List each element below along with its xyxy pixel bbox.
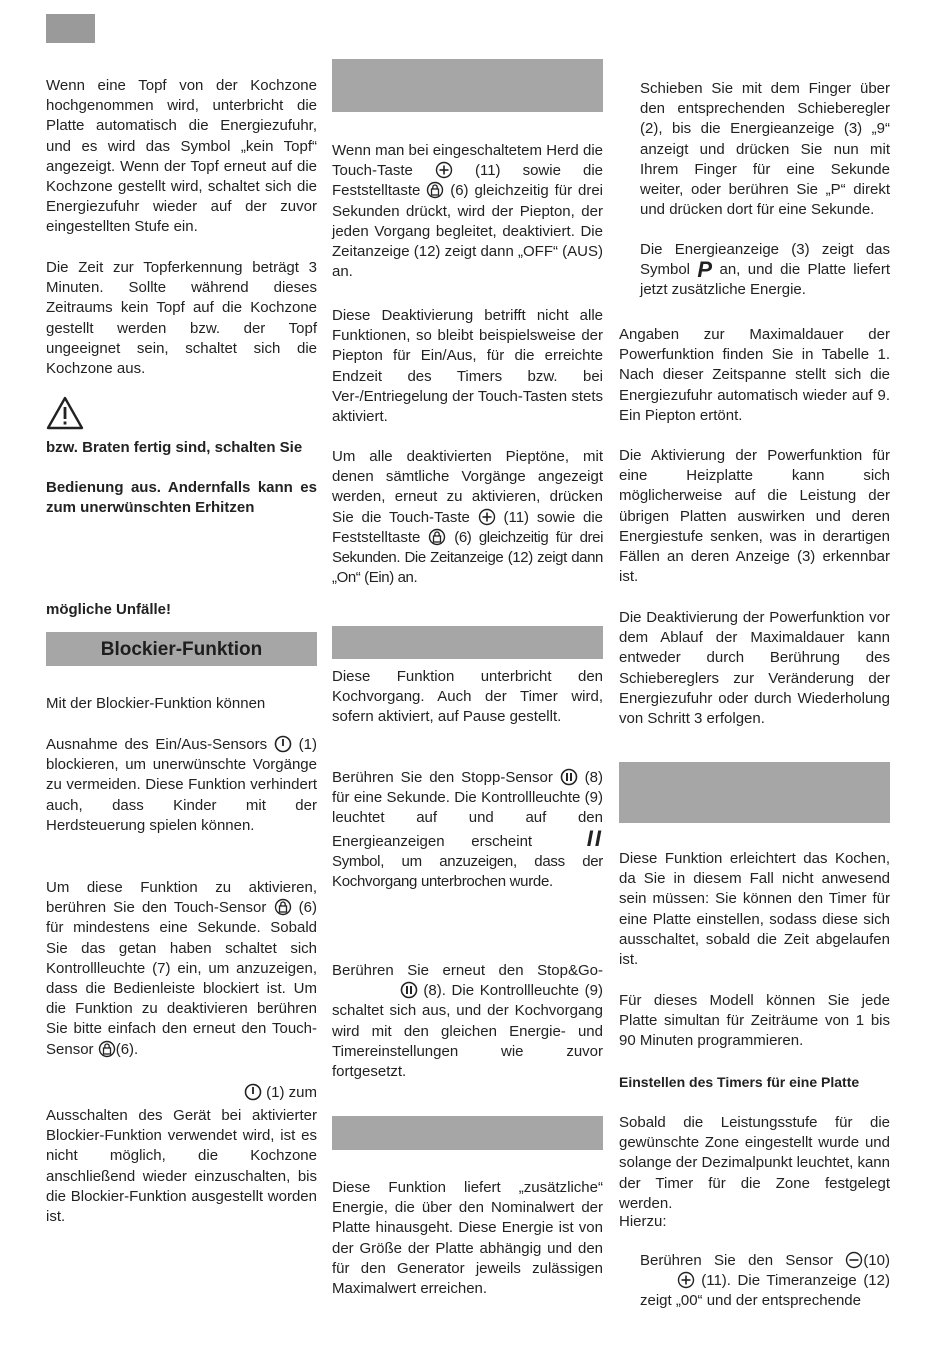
text-span: (10) <box>863 1252 890 1269</box>
text-span: an, und die Platte liefert jetzt zusätzliche Energie. <box>640 261 890 299</box>
section-marker <box>46 14 95 43</box>
text-span: Berühren Sie den Sensor <box>640 1252 833 1269</box>
section-header <box>332 59 603 112</box>
paragraph: Diese Funktion erleichtert das Kochen, da Sie in diesem Fall nicht anwesend sein müssen: Sie können den Timer für eine Platte einstellen, sodass diese sich ausschaltet, sobald die Zeit abgelaufen ist. <box>619 850 890 969</box>
paragraph <box>332 961 603 1082</box>
paragraph <box>46 878 317 1060</box>
paragraph <box>332 768 603 892</box>
warning-text: mögliche Unfälle! <box>46 601 172 618</box>
instruction-step: Schieben Sie mit dem Finger über den entsprechenden Schieberegler (2), bis die Energieanzeige (3) „9“ anzeigt und drücken Sie nun mit Ihrem Finger für eine Sekunde weiter, oder berühren Sie „P“ direkt und drücken dort für eine Sekunde. <box>640 80 890 219</box>
power-p-symbol: P <box>697 257 713 283</box>
pause-display-symbol: II <box>586 825 603 851</box>
lock-icon <box>426 181 444 199</box>
text-span: Um diese Funktion zu aktivieren, berühren Sie den Touch-Sensor <box>46 879 317 917</box>
text-span: Die Energieanzeige (3) zeigt das Symbol <box>640 241 890 279</box>
paragraph: Die Deaktivierung der Powerfunktion vor dem Ablauf der Maximaldauer kann entweder durch Berührung des Schiebereglers zur Veränderung der Energiezufuhr oder durch Wiederholung von Schritt 3 erfolgen. <box>619 609 890 728</box>
power-icon <box>244 1083 262 1101</box>
plus-icon <box>478 508 496 526</box>
text-span: (1) blockieren, um unerwünschte Vorgänge zu vermeiden. Diese Funktion verhindert auch, dass Kinder mit der Herdsteuerung spielen können. <box>46 736 318 834</box>
paragraph: Die Zeit zur Topferkennung beträgt 3 Minuten. Sollte während dieses Zeitraums kein Topf auf die Kochzone gestellt werden bzw. der Topf ungeeignet sein, schaltet sich die Kochzone aus. <box>46 259 317 378</box>
text-span: (8). Die Kontrollleuchte (9) schaltet sich aus, und der Kochvorgang wird mit den gleichen Energie- und Timereinstellungen wie zuvor fortgesetzt. <box>332 982 603 1081</box>
subheading: Einstellen des Timers für eine Platte <box>619 1074 860 1090</box>
section-header-blockier <box>46 632 317 666</box>
section-title: Blockier-Funktion <box>100 639 263 660</box>
section-header <box>332 626 603 659</box>
text-span: Ausnahme des Ein/Aus-Sensors <box>46 736 268 753</box>
pause-icon <box>400 981 418 999</box>
text-span: Wenn man bei eingeschaltetem Herd die Touch-Taste <box>332 142 603 180</box>
instruction-step <box>619 1251 890 1312</box>
paragraph: Mit der Blockier-Funktion können <box>46 695 266 712</box>
paragraph <box>332 447 603 588</box>
paragraph: Diese Deaktivierung betrifft nicht alle Funktionen, so bleibt beispielsweise der Piepton für Ein/Aus, für die erreichte Endzeit des Timers bzw. bei Ver-/Entriegelung der Touch-Tasten stets aktiviert. <box>332 307 603 426</box>
warning-text: Bedienung aus. Andernfalls kann es zum unerwünschten Erhitzen <box>46 479 317 517</box>
warning-icon <box>46 396 84 430</box>
lock-icon <box>428 528 446 546</box>
text-span: Symbol, um anzuzeigen, dass der Kochvorgang unterbrochen wurde. <box>332 852 603 891</box>
pause-icon <box>560 768 578 786</box>
section-header <box>332 1116 603 1150</box>
text-span: Berühren Sie den Stopp-Sensor <box>332 769 553 786</box>
paragraph: Wenn eine Topf von der Kochzone hochgenommen wird, unterbricht die Platte automatisch die Energiezufuhr, und es wird das Symbol „kein Topf“ angezeigt. Wenn der Topf erneut auf die Kochzone gestellt wird, schaltet sich die Energiezufuhr wieder auf der zuvor eingestellten Stufe ein. <box>46 77 317 236</box>
text-span: (1) zum <box>266 1084 317 1101</box>
text-span: (8) für eine Sekunde. Die Kontrollleuchte (9) leuchtet auf und auf den Energieanzeigen erscheint <box>332 769 603 850</box>
text-span: (6) gleichzeitig für drei Sekunden drückt, wird der Piepton, der jeden Vorgang begleitet, deaktiviert. Die Zeitanzeige (12) zeigt dann „OFF“ (AUS) an. <box>332 182 604 281</box>
minus-icon <box>845 1251 863 1269</box>
paragraph <box>46 1083 317 1103</box>
text-span: (11) sowie die Feststelltaste <box>332 508 603 546</box>
lock-icon <box>98 1040 116 1058</box>
section-header <box>619 762 890 823</box>
text-span: (6) für mindestens eine Sekunde. Sobald Sie das getan haben schaltet sich Kontrollleuchte (7) ein, um anzuzeigen, dass die Bedienleiste blockiert ist. Um die Funktion zu deaktivieren berühren Sie bitte einfach den erneut den Touch-Sensor <box>46 899 317 1058</box>
text-span: Berühren Sie erneut den Stop&Go- <box>332 962 603 979</box>
paragraph: Sobald die Leistungsstufe für die gewünschte Zone eingestellt wurde und solange der Dezimalpunkt leuchtet, kann der Timer für die Zone festgelegt werden. <box>619 1114 890 1212</box>
paragraph <box>332 141 603 282</box>
paragraph: Ausschalten des Gerät bei aktivierter Blockier-Funktion verwendet wird, ist es nicht möglich, die Kochzone anschließend wieder einzuschalten, bis die Blockier-Funktion ausgestellt worden ist. <box>46 1107 317 1226</box>
text-span: (11) sowie die Feststelltaste <box>332 162 603 200</box>
paragraph: Für dieses Modell können Sie jede Platte simultan für Zeiträume von 1 bis 90 Minuten programmieren. <box>619 992 890 1050</box>
text-span: Um alle deaktivierten Pieptöne, mit denen sämtliche Vorgänge angezeigt werden, erneut zu aktivieren, drücken Sie die Touch-Taste <box>332 448 603 526</box>
paragraph: Hierzu: <box>619 1213 667 1230</box>
text-span: (6). <box>115 1040 139 1058</box>
paragraph: Diese Funktion liefert „zusätzliche“ Energie, die über den Nominalwert der Platte hinausgeht. Diese Energie ist von der Größe der Platte abhängig und den für den Generator jeweils zulässigen Maximalwert erreichen. <box>332 1179 603 1298</box>
instruction-step <box>619 240 890 301</box>
lock-icon <box>274 898 292 916</box>
paragraph: Die Aktivierung der Powerfunktion für eine Heizplatte kann sich möglicherweise auf die Leistung der übrigen Platten auswirken und deren Energiestufe senken, was in derartigen Fällen an deren Anzeige (3) erkennbar ist. <box>619 447 890 586</box>
text-span: (6) gleichzeitig für drei Sekunden. Die Zeitanzeige (12) zeigt dann „On“ (Ein) an. <box>332 528 604 587</box>
text-span: (11). Die Timeranzeige (12) zeigt „00“ und der entsprechende <box>640 1272 890 1310</box>
paragraph: Angaben zur Maximaldauer der Powerfunktion finden Sie in Tabelle 1. Nach dieser Zeitspanne stellt sich die Energiezufuhr automatisch wieder auf 9. Ein Piepton ertönt. <box>619 326 890 424</box>
plus-icon <box>677 1271 695 1289</box>
plus-icon <box>435 161 453 179</box>
warning-text: bzw. Braten fertig sind, schalten Sie <box>46 439 303 456</box>
paragraph <box>46 735 317 836</box>
paragraph: Diese Funktion unterbricht den Kochvorgang. Auch der Timer wird, sofern aktiviert, auf Pause gestellt. <box>332 668 603 726</box>
power-icon <box>274 735 292 753</box>
